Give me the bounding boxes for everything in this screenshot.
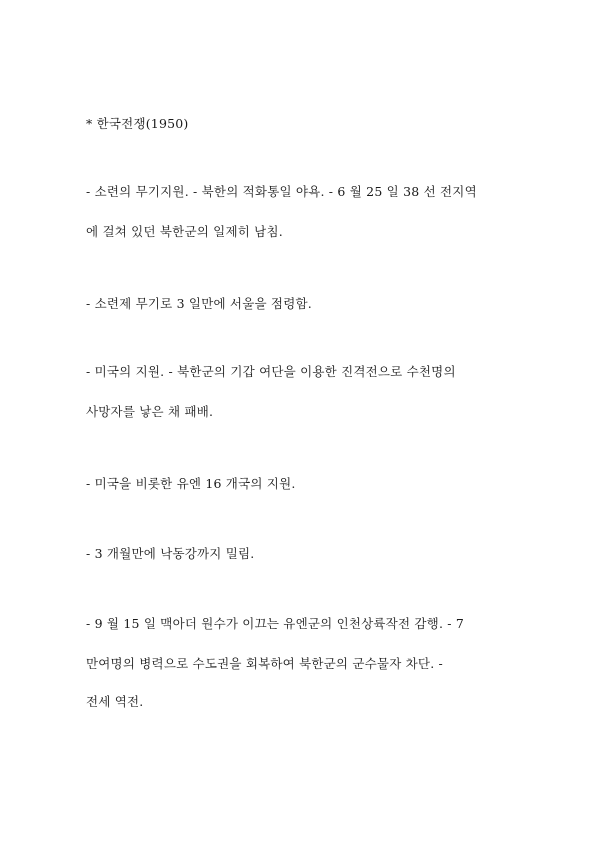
paragraph-line: - 소련의 무기지원. - 북한의 적화통일 야욕. - 6 월 25 일 38 선 전지역 (86, 184, 477, 199)
paragraph-line: - 3 개월만에 낙동강까지 밀림. (86, 546, 255, 561)
paragraph-line: 사망자를 낳은 채 패배. (86, 404, 214, 419)
paragraph-line: - 소련제 무기로 3 일만에 서울을 점령함. (86, 296, 312, 311)
paragraph-line: 에 걸쳐 있던 북한군의 일제히 남침. (86, 224, 283, 239)
paragraph-line: 전세 역전. (86, 694, 144, 709)
paragraph-line: 만여명의 병력으로 수도권을 회복하여 북한군의 군수물자 차단. - (86, 656, 443, 671)
paragraph-line: - 미국을 비롯한 유엔 16 개국의 지원. (86, 476, 296, 491)
paragraph-line: - 미국의 지원. - 북한군의 기갑 여단을 이용한 진격전으로 수천명의 (86, 364, 456, 379)
document-heading: * 한국전쟁(1950) (86, 116, 189, 131)
paragraph-line: - 9 월 15 일 맥아더 원수가 이끄는 유엔군의 인천상륙작전 감행. - 7 (86, 616, 465, 631)
